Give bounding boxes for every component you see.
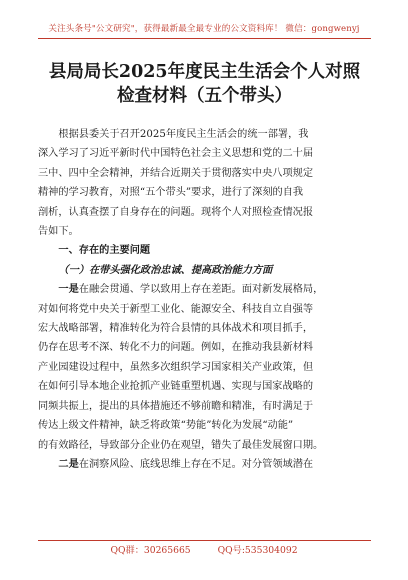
point-line: 的有效路径，导致部分企业仍在观望，错失了最佳发展窗口期。 bbox=[38, 439, 324, 451]
intro-line: 深入学习了习近平新时代中国特色社会主义思想和党的二十届 bbox=[38, 148, 314, 160]
point-line: 对如何将党中央关于新型工业化、能源安全、科技自立自强等 bbox=[38, 303, 314, 315]
footer-qq-group: QQ群：30265665 bbox=[110, 545, 191, 556]
page-footer bbox=[0, 542, 408, 556]
point-1-lead: 一是 bbox=[58, 283, 79, 296]
point-line: 同频共振上，提出的具体措施还不够前瞻和精准，有时满足于 bbox=[38, 400, 314, 412]
intro-paragraph bbox=[38, 125, 371, 241]
point-line: 宏大战略部署，精准转化为符合县情的具体战术和项目抓手， bbox=[38, 323, 314, 335]
point-line: 传达上级文件精神，缺乏将政策“势能”转化为发展“动能” bbox=[38, 420, 294, 432]
intro-line: 精神的学习教育，对照“五个带头”要求，进行了深刻的自我 bbox=[38, 187, 304, 199]
point-1-text: 在融会贯通、学以致用上存在差距。面对新发展格局， bbox=[78, 284, 324, 296]
intro-line: 三中、四中全会精神，并结合近期关于贯彻落实中央八项规定 bbox=[38, 167, 314, 179]
page-header bbox=[0, 0, 408, 34]
title-line-2: 检查材料（五个带头） bbox=[117, 86, 292, 106]
point-line: 仍存在思考不深、转化不力的问题。例如，在推动我县新材料 bbox=[38, 342, 314, 354]
point-line: 在如何引导本地企业抢抓产业链重塑机遇、实现与国家战略的 bbox=[38, 381, 314, 393]
intro-line: 根据县委关于召开2025年度民主生活会的统一部署，我 bbox=[58, 129, 309, 140]
footer-qq-number: QQ号:535304092 bbox=[217, 545, 298, 556]
point-line bbox=[38, 455, 371, 474]
document-title bbox=[38, 60, 371, 108]
point-line: 产业园建设过程中，虽然多次组织学习国家相关产业政策，但 bbox=[38, 361, 314, 373]
footer-divider bbox=[38, 540, 371, 541]
point-2-text: 在洞察风险、底线思维上存在不足。对分管领域潜在 bbox=[78, 458, 314, 470]
title-line-1: 县局局长2025年度民主生活会个人对照 bbox=[48, 62, 361, 82]
subsection-heading-1: （一）在带头强化政治忠诚、提高政治能力方面 bbox=[58, 263, 273, 276]
document-body bbox=[38, 125, 371, 474]
intro-line: 告如下。 bbox=[38, 226, 79, 238]
header-divider bbox=[38, 38, 371, 39]
point-1-paragraph bbox=[38, 280, 371, 455]
intro-line: 剖析，认真查摆了自身存在的问题。现将个人对照检查情况报 bbox=[38, 206, 314, 218]
point-line bbox=[38, 280, 371, 299]
header-promo-text: 关注头条号"公文研究"，获得最新最全最专业的公文资料库！ 微信：gongwenyj bbox=[48, 24, 360, 34]
section-heading-1: 一、存在的主要问题 bbox=[58, 244, 151, 257]
point-2-lead: 二是 bbox=[58, 457, 79, 470]
point-2-paragraph bbox=[38, 455, 371, 474]
